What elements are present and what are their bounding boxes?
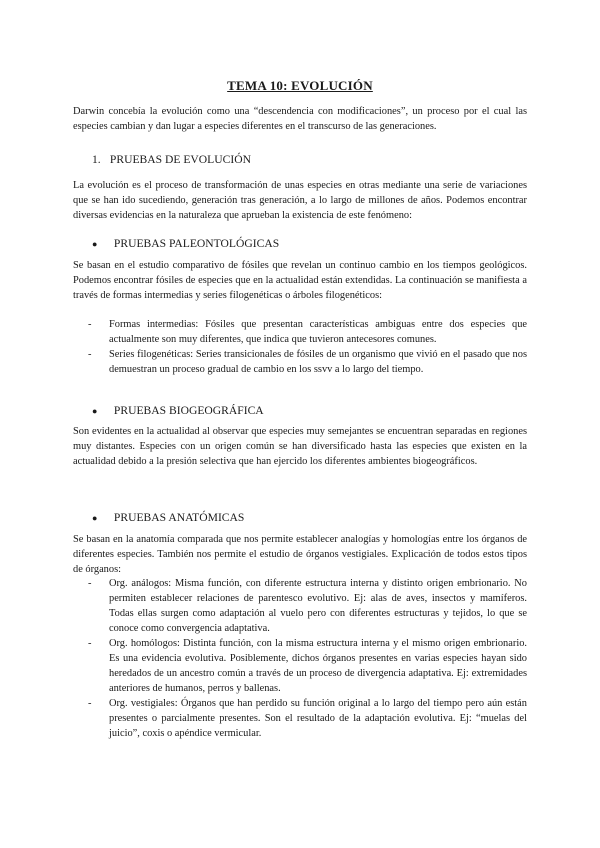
heading-biogeografica bbox=[92, 404, 264, 417]
dash-bullet: - bbox=[88, 578, 92, 589]
list-item-text: Org. homólogos: Distinta función, con la misma estructura interna y el mismo origen embrionario. Es una evidencia evolutiva. Posiblemente, dichos órganos presentes en varias especies hayan sido heredados de un ancestro común a través de un proceso de divergencia adaptativa. Ej: extremidades anteriores de humanos, perros y ballenas. bbox=[109, 638, 527, 694]
paleontologicas-list bbox=[88, 317, 527, 377]
list-item-text: Formas intermedias: Fósiles que presentan características ambiguas entre dos especies que actualmente son muy diferentes, que indica que tuvieron antecesores comunes. bbox=[109, 319, 527, 345]
heading-anatomicas-label: PRUEBAS ANATÓMICAS bbox=[113, 511, 245, 524]
list-item bbox=[88, 576, 527, 636]
section-number: 1. bbox=[92, 153, 101, 166]
heading-paleontologicas bbox=[92, 237, 279, 250]
bullet-icon: ● bbox=[92, 406, 98, 416]
bullet-icon: ● bbox=[92, 513, 98, 523]
list-item bbox=[88, 347, 527, 377]
dash-bullet: - bbox=[88, 698, 92, 709]
biogeografica-paragraph: Son evidentes en la actualidad al observar que especies muy semejantes se encuentran separadas en regiones muy distantes. Especies con un origen común se han diversificado hasta las especies que existen en la actualidad debido a la presión selectiva que han ejercido los diferentes ambientes biogeográficos. bbox=[73, 426, 527, 467]
section-title: PRUEBAS DE EVOLUCIÓN bbox=[109, 153, 251, 166]
list-item-text: Series filogenéticas: Series transicionales de fósiles de un organismo que vivió en el pasado que nos demuestran un proceso gradual de cambio en los ssvv a lo largo del tiempo. bbox=[109, 349, 527, 375]
section-heading-pruebas-evolucion bbox=[92, 153, 251, 166]
evolution-paragraph: La evolución es el proceso de transformación de unas especies en otras mediante una serie de variaciones que se han ido sucediendo, generación tras generación, a lo largo de millones de años. Podemos encontrar diversas evidencias en la naturaleza que aprueban la existencia de este fenómeno: bbox=[73, 180, 527, 221]
dash-bullet: - bbox=[88, 319, 92, 330]
page-title: TEMA 10: EVOLUCIÓN bbox=[227, 78, 373, 93]
heading-paleontologicas-label: PRUEBAS PALEONTOLÓGICAS bbox=[113, 237, 280, 250]
list-item-text: Org. vestigiales: Órganos que han perdido su función original a lo largo del tiempo pero aún están presentes o parcialmente presentes. Son el resultado de la adaptación evolutiva. Ej: “muelas del juicio”, coxis o apéndice vermicular. bbox=[109, 698, 527, 739]
list-item-text: Org. análogos: Misma función, con diferente estructura interna y distinto origen embrionario. No permiten establecer relaciones de parentesco evolutivo. Ej: alas de aves, insectos y mamíferos. Todas ellas surgen como adaptación al vuelo pero con diferentes estructuras y tejidos, lo que se conoce como convergencia adaptativa. bbox=[109, 578, 527, 634]
list-item bbox=[88, 317, 527, 347]
heading-biogeografica-label: PRUEBAS BIOGEOGRÁFICA bbox=[113, 404, 264, 417]
bullet-icon: ● bbox=[92, 239, 98, 249]
anatomicas-paragraph: Se basan en la anatomía comparada que nos permite establecer analogías y homologías entre los órganos de diferentes especies. También nos permite el estudio de órganos vestigiales. Explicación de todos estos tipos de órganos: bbox=[73, 534, 527, 575]
list-item bbox=[88, 636, 527, 696]
anatomicas-list bbox=[88, 576, 527, 741]
list-item bbox=[88, 696, 527, 741]
intro-paragraph: Darwin concebía la evolución como una “descendencia con modificaciones”, un proceso por el cual las especies cambian y dan lugar a especies diferentes en el transcurso de las generaciones. bbox=[73, 106, 527, 132]
dash-bullet: - bbox=[88, 349, 92, 360]
heading-anatomicas bbox=[92, 511, 244, 524]
dash-bullet: - bbox=[88, 638, 92, 649]
paleontologicas-paragraph: Se basan en el estudio comparativo de fósiles que revelan un continuo cambio en los tiempos geológicos. Podemos encontrar fósiles de especies que en la actualidad están extendidas. La continuación se manifiesta a través de formas intermedias y series filogenéticas o árboles filogenéticos: bbox=[73, 260, 527, 301]
